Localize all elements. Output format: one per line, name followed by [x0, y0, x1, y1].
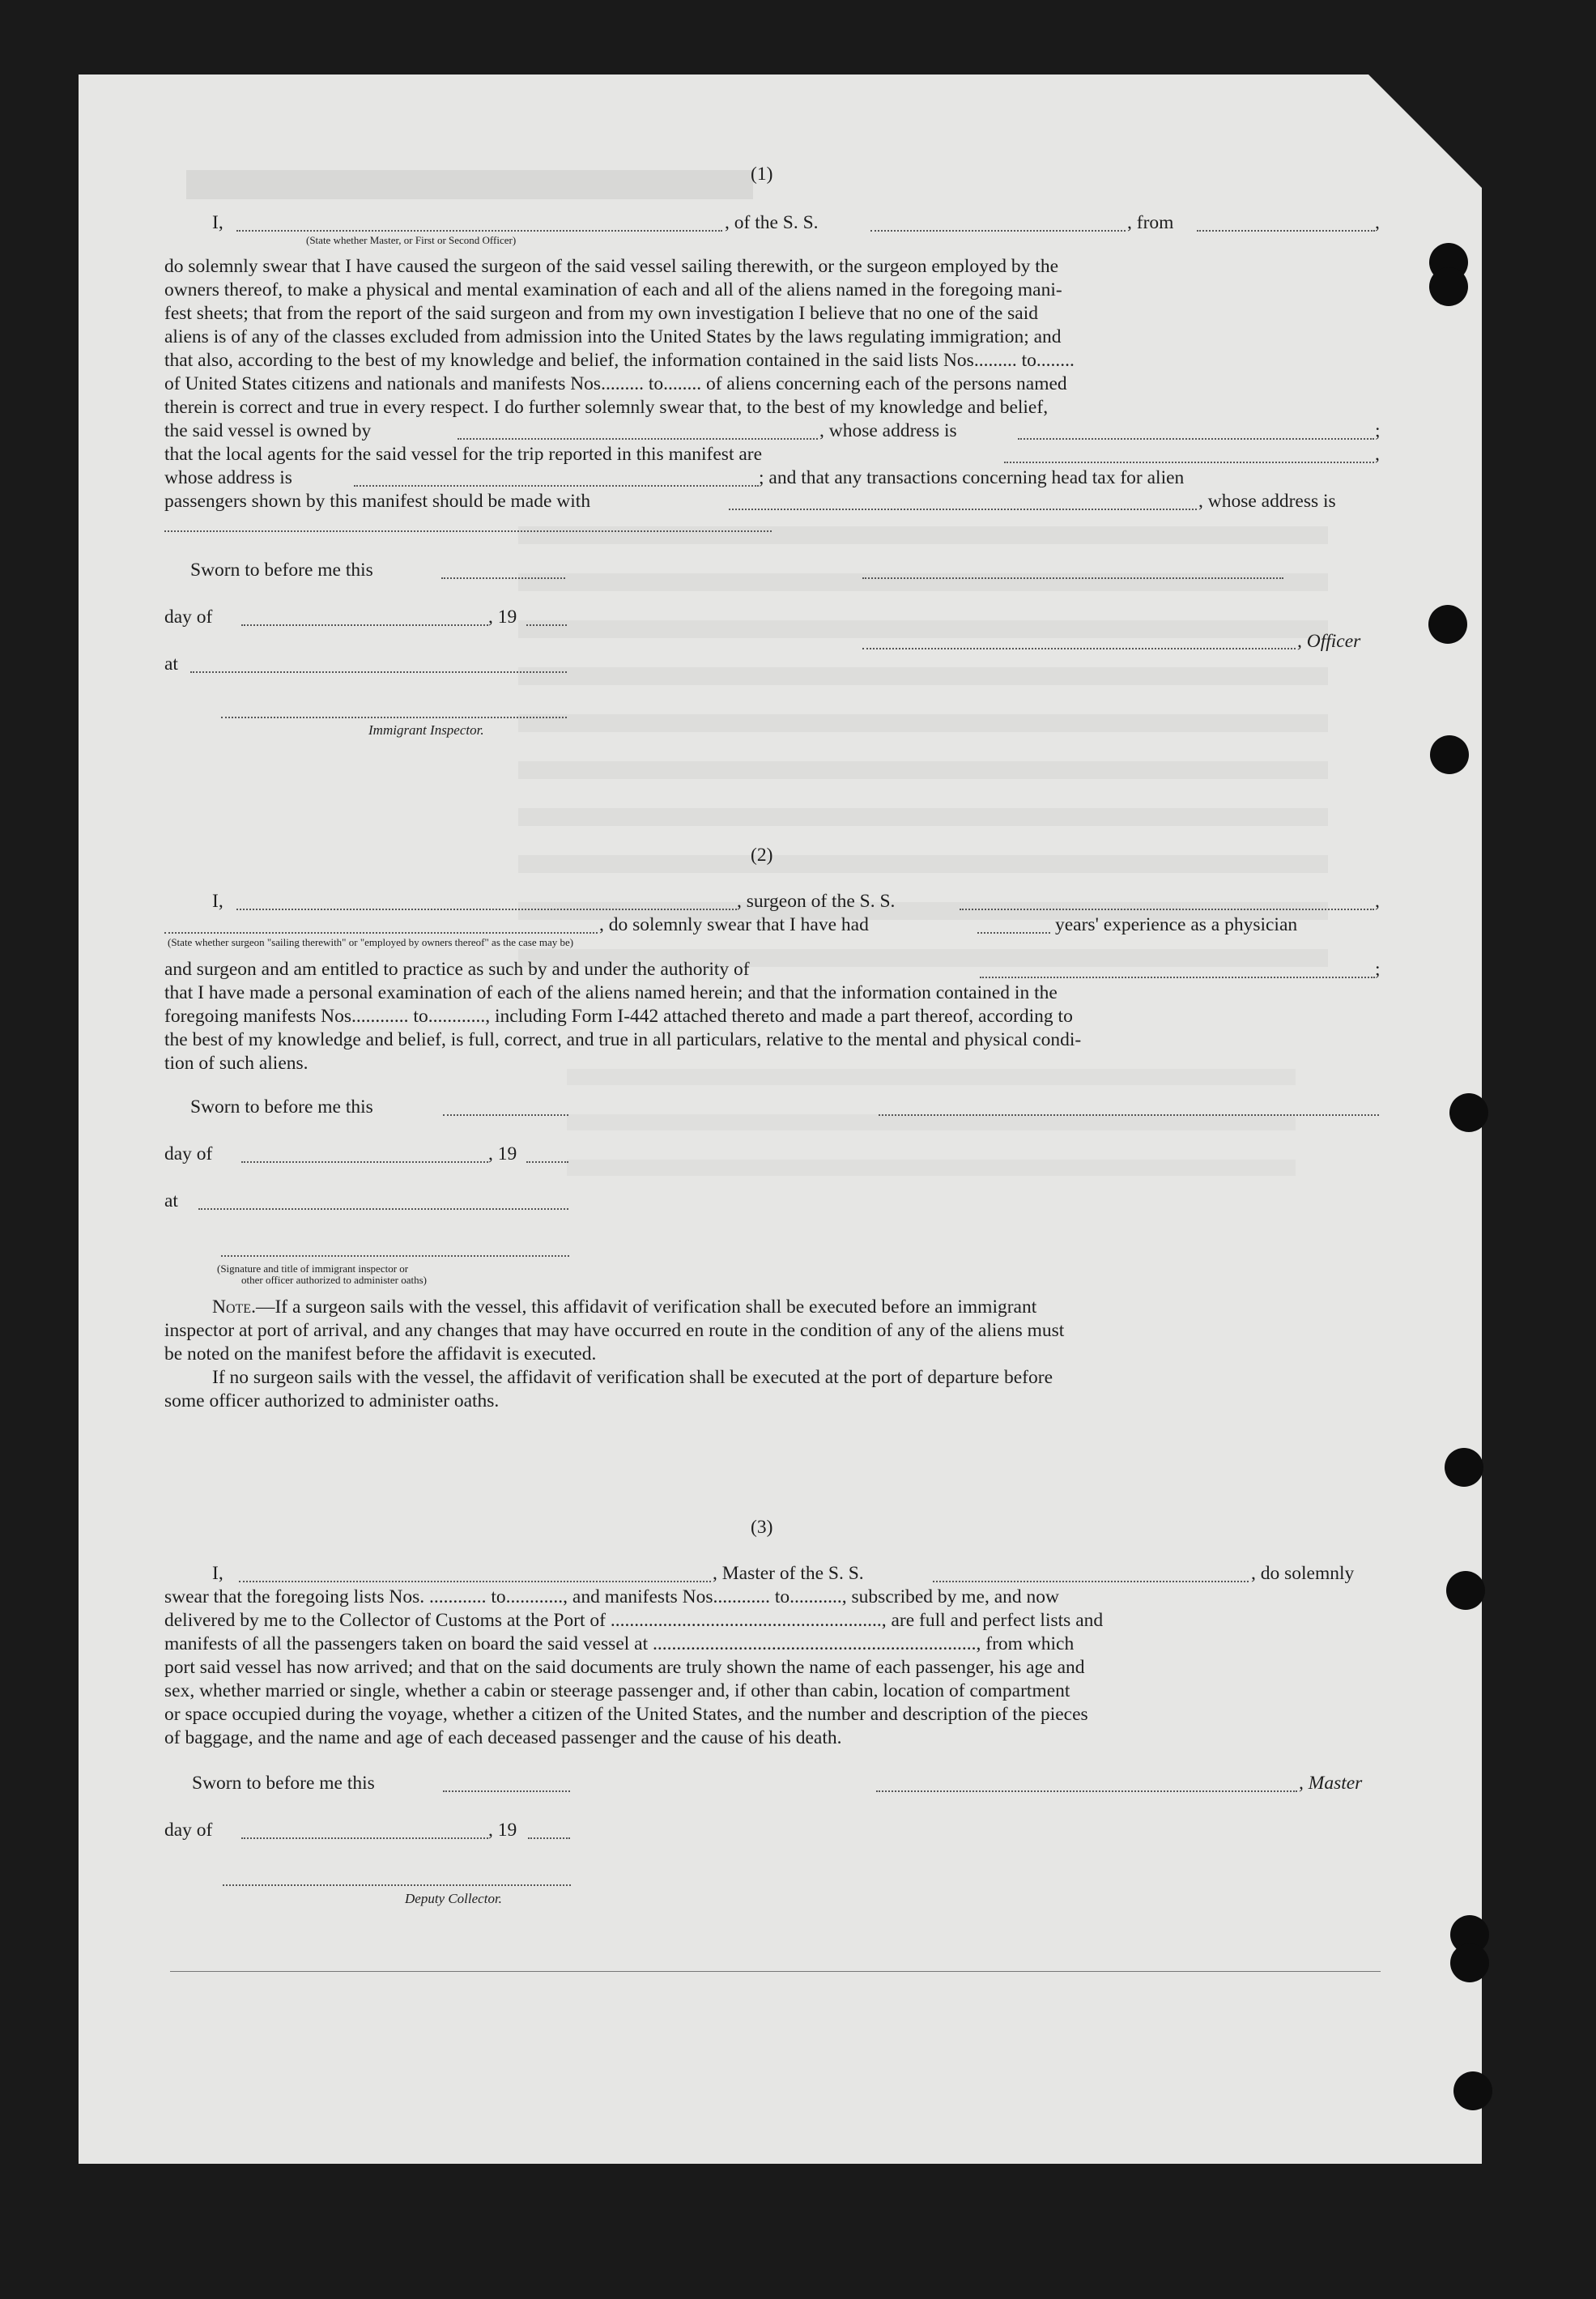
s3-nineteen: , 19 — [488, 1820, 517, 1841]
s1-nineteen: , 19 — [488, 607, 517, 628]
s3-sworn: Sworn to before me this — [192, 1773, 375, 1794]
s1-owner-address-field[interactable] — [1018, 438, 1374, 440]
section-2-number: (2) — [751, 845, 773, 866]
s1-line: do solemnly swear that I have caused the surgeon of the said vessel sailing therewith, or the surgeon employed by the — [164, 256, 1059, 277]
section-3-number: (3) — [751, 1517, 773, 1538]
s1-agents-address-field[interactable] — [354, 485, 759, 487]
punch-hole — [1429, 267, 1468, 306]
s1-year-field[interactable] — [526, 624, 567, 626]
s1-from: , from — [1127, 212, 1174, 233]
s1-sworn: Sworn to before me this — [190, 560, 373, 581]
s2-line: tion of such aliens. — [164, 1053, 309, 1074]
s1-of-ss: , of the S. S. — [725, 212, 819, 233]
s1-signature-field[interactable] — [862, 577, 1283, 579]
s2-years-field[interactable] — [977, 932, 1050, 934]
s2-at-field[interactable] — [198, 1208, 568, 1210]
s1-whose-address2: , whose address is — [1198, 491, 1336, 512]
s2-signature-note-2: other officer authorized to administer oaths) — [241, 1274, 427, 1286]
s1-line: therein is correct and true in every respect. I do further solemnly swear that, to the best of my knowledge and belief, — [164, 397, 1049, 418]
s3-line: swear that the foregoing lists Nos. ............ to............, and manifests Nos............ to..........., subscribed by me, and now — [164, 1586, 1060, 1607]
s3-sworn-date-field[interactable] — [443, 1790, 570, 1792]
s2-solemnly: , do solemnly swear that I have had — [599, 914, 869, 935]
s1-agents-field[interactable] — [1004, 462, 1374, 463]
s3-master-of: , Master of the S. S. — [713, 1563, 864, 1584]
s2-inspector-signature-field[interactable] — [221, 1255, 569, 1257]
s1-at-field[interactable] — [190, 671, 567, 673]
s3-day-field[interactable] — [241, 1837, 488, 1839]
s3-deputy-collector: Deputy Collector. — [405, 1891, 502, 1906]
s2-note2-line: If no surgeon sails with the vessel, the affidavit of verification shall be executed at the port of departure before — [212, 1367, 1053, 1388]
s2-note-line: inspector at port of arrival, and any changes that may have occurred en route in the condition of any of the aliens must — [164, 1320, 1065, 1341]
s3-year-field[interactable] — [528, 1837, 570, 1839]
s2-surgeon-type-field[interactable] — [164, 932, 598, 934]
punch-hole — [1450, 1944, 1489, 1982]
s1-from-field[interactable] — [1197, 230, 1375, 232]
section-1-number: (1) — [751, 164, 773, 185]
s3-line: or space occupied during the voyage, whether a citizen of the United States, and the number and description of the pieces — [164, 1704, 1088, 1725]
punch-hole — [1449, 1093, 1488, 1132]
s2-line: that I have made a personal examination of each of the aliens named herein; and that the information contained in the — [164, 982, 1058, 1003]
s2-signature-note-1: (Signature and title of immigrant inspector or — [217, 1262, 409, 1275]
s1-vessel-field[interactable] — [870, 230, 1126, 232]
s2-note2-line: some officer authorized to administer oaths. — [164, 1390, 500, 1411]
comma: , — [1375, 444, 1380, 465]
s1-head-tax-party-field[interactable] — [729, 509, 1197, 510]
s1-state-note: (State whether Master, or First or Second Officer) — [306, 234, 517, 246]
semicolon: ; — [1375, 420, 1381, 441]
s2-state-note: (State whether surgeon "sailing therewith" or "employed by owners thereof" as the case may be) — [168, 936, 574, 948]
s1-day-field[interactable] — [241, 624, 488, 626]
s1-whose-address-is: , whose address is — [819, 420, 957, 441]
punch-hole — [1430, 735, 1469, 774]
s2-surgeon-name-field[interactable] — [236, 909, 737, 910]
torn-corner — [1368, 75, 1490, 196]
s2-line: the best of my knowledge and belief, is full, correct, and true in all particulars, relative to the mental and physical condi- — [164, 1029, 1082, 1050]
s3-line: sex, whether married or single, whether a cabin or steerage passenger and, if other than cabin, location of compartment — [164, 1680, 1070, 1701]
s2-surgeon-signature-field[interactable] — [879, 1114, 1379, 1116]
s2-day-field[interactable] — [241, 1161, 488, 1163]
punch-hole — [1445, 1448, 1483, 1487]
punch-hole — [1428, 605, 1467, 644]
s3-master-signature-field[interactable] — [876, 1790, 1297, 1792]
punch-hole — [1446, 1571, 1485, 1610]
s2-note-line: be noted on the manifest before the affidavit is executed. — [164, 1343, 597, 1364]
comma: , — [1375, 891, 1380, 912]
s2-note-text: —If a surgeon sails with the vessel, this affidavit of verification shall be executed before an immigrant — [255, 1296, 1037, 1318]
s2-at: at — [164, 1190, 178, 1211]
s3-i: I, — [212, 1563, 223, 1584]
s1-i: I, — [212, 212, 223, 233]
s2-year-field[interactable] — [526, 1161, 568, 1163]
s3-line: port said vessel has now arrived; and that on the said documents are truly shown the name of each passenger, his age and — [164, 1657, 1085, 1678]
s1-officer-name-field[interactable] — [236, 230, 722, 232]
s1-immigrant-inspector: Immigrant Inspector. — [368, 722, 484, 738]
s2-authority: and surgeon and am entitled to practice as such by and under the authority of — [164, 959, 750, 980]
s1-at: at — [164, 654, 178, 675]
bleed-through — [567, 1069, 1296, 1198]
comma: , — [1375, 212, 1380, 233]
s3-line: manifests of all the passengers taken on board the said vessel at ...................................................................., from which — [164, 1633, 1075, 1654]
s1-officer-signature-field[interactable] — [862, 648, 1296, 649]
bleed-through — [518, 526, 1328, 980]
s2-surgeon-of: , surgeon of the S. S. — [737, 891, 896, 912]
s2-nineteen: , 19 — [488, 1143, 517, 1164]
s1-head-tax-address-field[interactable] — [164, 530, 772, 532]
s2-authority-field[interactable] — [980, 977, 1375, 978]
s1-passengers: passengers shown by this manifest should be made with — [164, 491, 591, 512]
s2-years: years' experience as a physician — [1055, 914, 1298, 935]
s3-day-of: day of — [164, 1820, 213, 1841]
punch-hole — [1453, 2071, 1492, 2110]
bleed-through — [186, 170, 753, 199]
s1-day-of: day of — [164, 607, 213, 628]
s1-line: aliens is of any of the classes excluded from admission into the United States by the laws regulating immigration; and — [164, 326, 1062, 347]
s3-collector-signature-field[interactable] — [223, 1884, 571, 1886]
s1-inspector-signature-field[interactable] — [221, 717, 567, 718]
s1-owned-by: the said vessel is owned by — [164, 420, 372, 441]
s1-line: owners thereof, to make a physical and mental examination of each and all of the aliens named in the foregoing mani- — [164, 279, 1062, 300]
s1-line: that also, according to the best of my knowledge and belief, the information contained in the said lists Nos......... to........ — [164, 350, 1075, 371]
s2-note-line-1 — [212, 1298, 1036, 1318]
s1-officer: , Officer — [1297, 631, 1361, 652]
s1-head-tax: ; and that any transactions concerning head tax for alien — [759, 467, 1185, 488]
s1-sworn-date-field[interactable] — [441, 577, 565, 579]
s2-sworn-date-field[interactable] — [443, 1114, 568, 1116]
s1-line: of United States citizens and nationals and manifests Nos......... to........ of aliens concerning each of the persons named — [164, 373, 1067, 394]
s1-owner-field[interactable] — [458, 438, 818, 440]
bottom-divider — [170, 1971, 1381, 1972]
s2-line: foregoing manifests Nos............ to............, including Form I-442 attached thereto and made a part thereof, according to — [164, 1006, 1073, 1027]
s2-day-of: day of — [164, 1143, 213, 1164]
s1-line: fest sheets; that from the report of the said surgeon and from my own investigation I believe that no one of the said — [164, 303, 1038, 324]
s2-vessel-field[interactable] — [960, 909, 1374, 910]
s3-master-name-field[interactable] — [239, 1581, 711, 1582]
semicolon: ; — [1375, 959, 1381, 980]
s1-whose-address: whose address is — [164, 467, 292, 488]
s2-i: I, — [212, 891, 223, 912]
s3-vessel-field[interactable] — [933, 1581, 1249, 1582]
s3-line: delivered by me to the Collector of Customs at the Port of ........................................................., are full and perfect lists and — [164, 1610, 1104, 1631]
s3-master: , Master — [1299, 1773, 1363, 1794]
s3-line: of baggage, and the name and age of each deceased passenger and the cause of his death. — [164, 1727, 842, 1748]
s2-note-label: Note. — [212, 1296, 256, 1318]
s1-local-agents: that the local agents for the said vessel for the trip reported in this manifest are — [164, 444, 763, 465]
s2-sworn: Sworn to before me this — [190, 1096, 373, 1118]
s3-do-solemnly: , do solemnly — [1251, 1563, 1355, 1584]
